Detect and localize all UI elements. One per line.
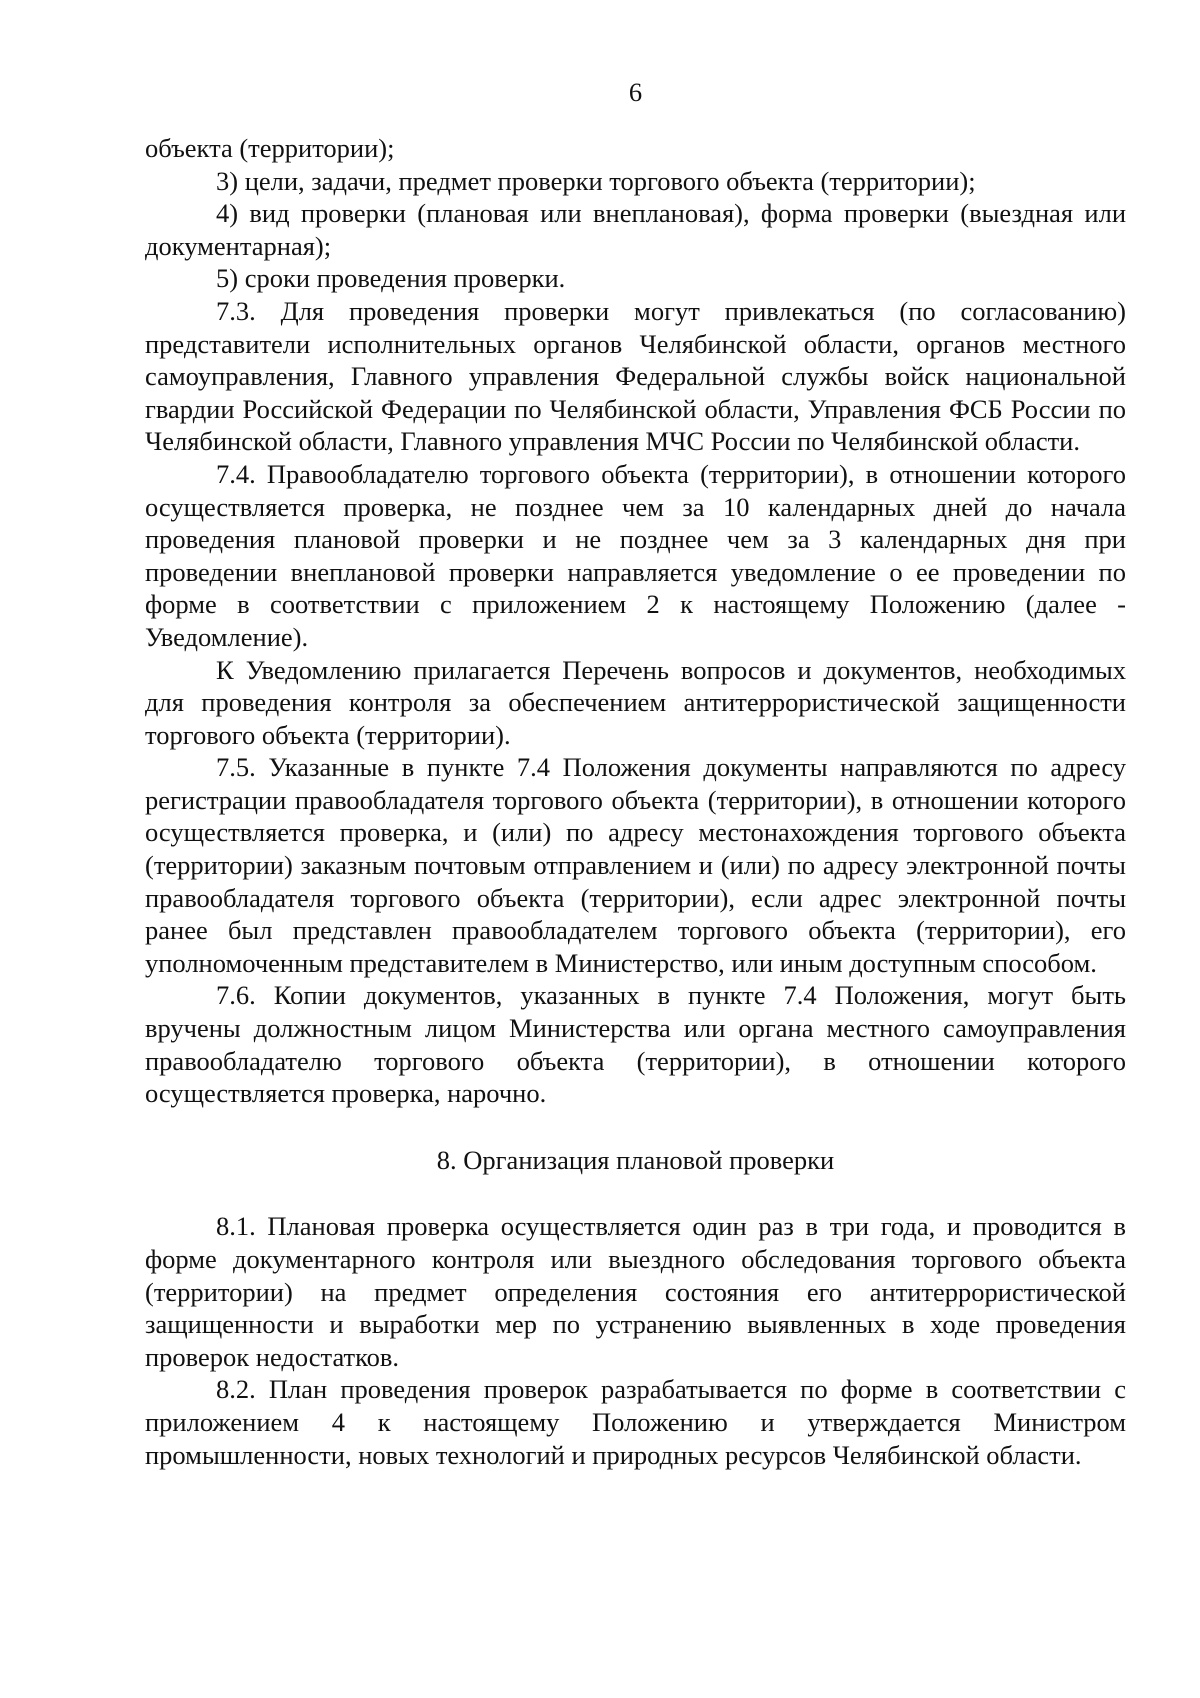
clause-7-4: 7.4. Правообладателю торгового объекта (территории), в отношении которого осуществляется проверка, не позднее чем за 10 календарных дней до начала проведения плановой проверки и не позднее чем за 3 календарных дня при проведении внеплановой проверки направляется уведомление о ее проведении по форме в соответствии с приложением 2 к настоящему Положению (далее - Уведомление). (145, 458, 1126, 652)
list-item-5: 5) сроки проведения проверки. (216, 263, 566, 294)
clause-7-4-attachment: К Уведомлению прилагается Перечень вопросов и документов, необходимых для проведения контроля за обеспечением антитеррористической защищенности торгового объекта (территории). (145, 654, 1126, 750)
clause-7-3: 7.3. Для проведения проверки могут привлекаться (по согласованию) представители исполнительных органов Челябинской области, органов местного самоуправления, Главного управления Федеральной службы войск национальной гвардии Российской Федерации по Челябинской области, Управления ФСБ России по Челябинской области, Главного управления МЧС России по Челябинской области. (145, 295, 1126, 457)
list-item-4: 4) вид проверки (плановая или внеплановая), форма проверки (выездная или документарная); (145, 198, 1126, 261)
section-heading: 8. Организация плановой проверки (436, 1144, 835, 1175)
document-body (145, 132, 1126, 1471)
paragraph-continuation: объекта (территории); (145, 133, 395, 163)
clause-7-6: 7.6. Копии документов, указанных в пункте 7.4 Положения, могут быть вручены должностным лицом Министерства или органа местного самоуправления правообладателю торгового объекта (территории), в отношении которого осуществляется проверка, нарочно. (145, 980, 1126, 1109)
clause-7-5: 7.5. Указанные в пункте 7.4 Положения документы направляются по адресу регистрации правообладателя торгового объекта (территории), в отношении которого осуществляется проверка, и (или) по адресу местонахождения торгового объекта (территории) заказным почтовым отправлением и (или) по адресу электронной почты правообладателя торгового объекта (территории), если адрес электронной почты ранее был представлен правообладателем торгового объекта (территории), его уполномоченным представителем в Министерство, или иным доступным способом. (145, 752, 1126, 978)
clause-8-2: 8.2. План проведения проверок разрабатывается по форме в соответствии с приложением 4 к настоящему Положению и утверждается Министром промышленности, новых технологий и природных ресурсов Челябинской области. (145, 1374, 1126, 1470)
clause-8-1: 8.1. Плановая проверка осуществляется один раз в три года, и проводится в форме документарного контроля или выездного обследования торгового объекта (территории) на предмет определения состояния его антитеррористической защищенности и выработки мер по устранению выявленных в ходе проведения проверок недостатков. (145, 1211, 1126, 1372)
page-number: 6 (628, 77, 643, 107)
list-item-3: 3) цели, задачи, предмет проверки торгового объекта (территории); (216, 165, 976, 196)
